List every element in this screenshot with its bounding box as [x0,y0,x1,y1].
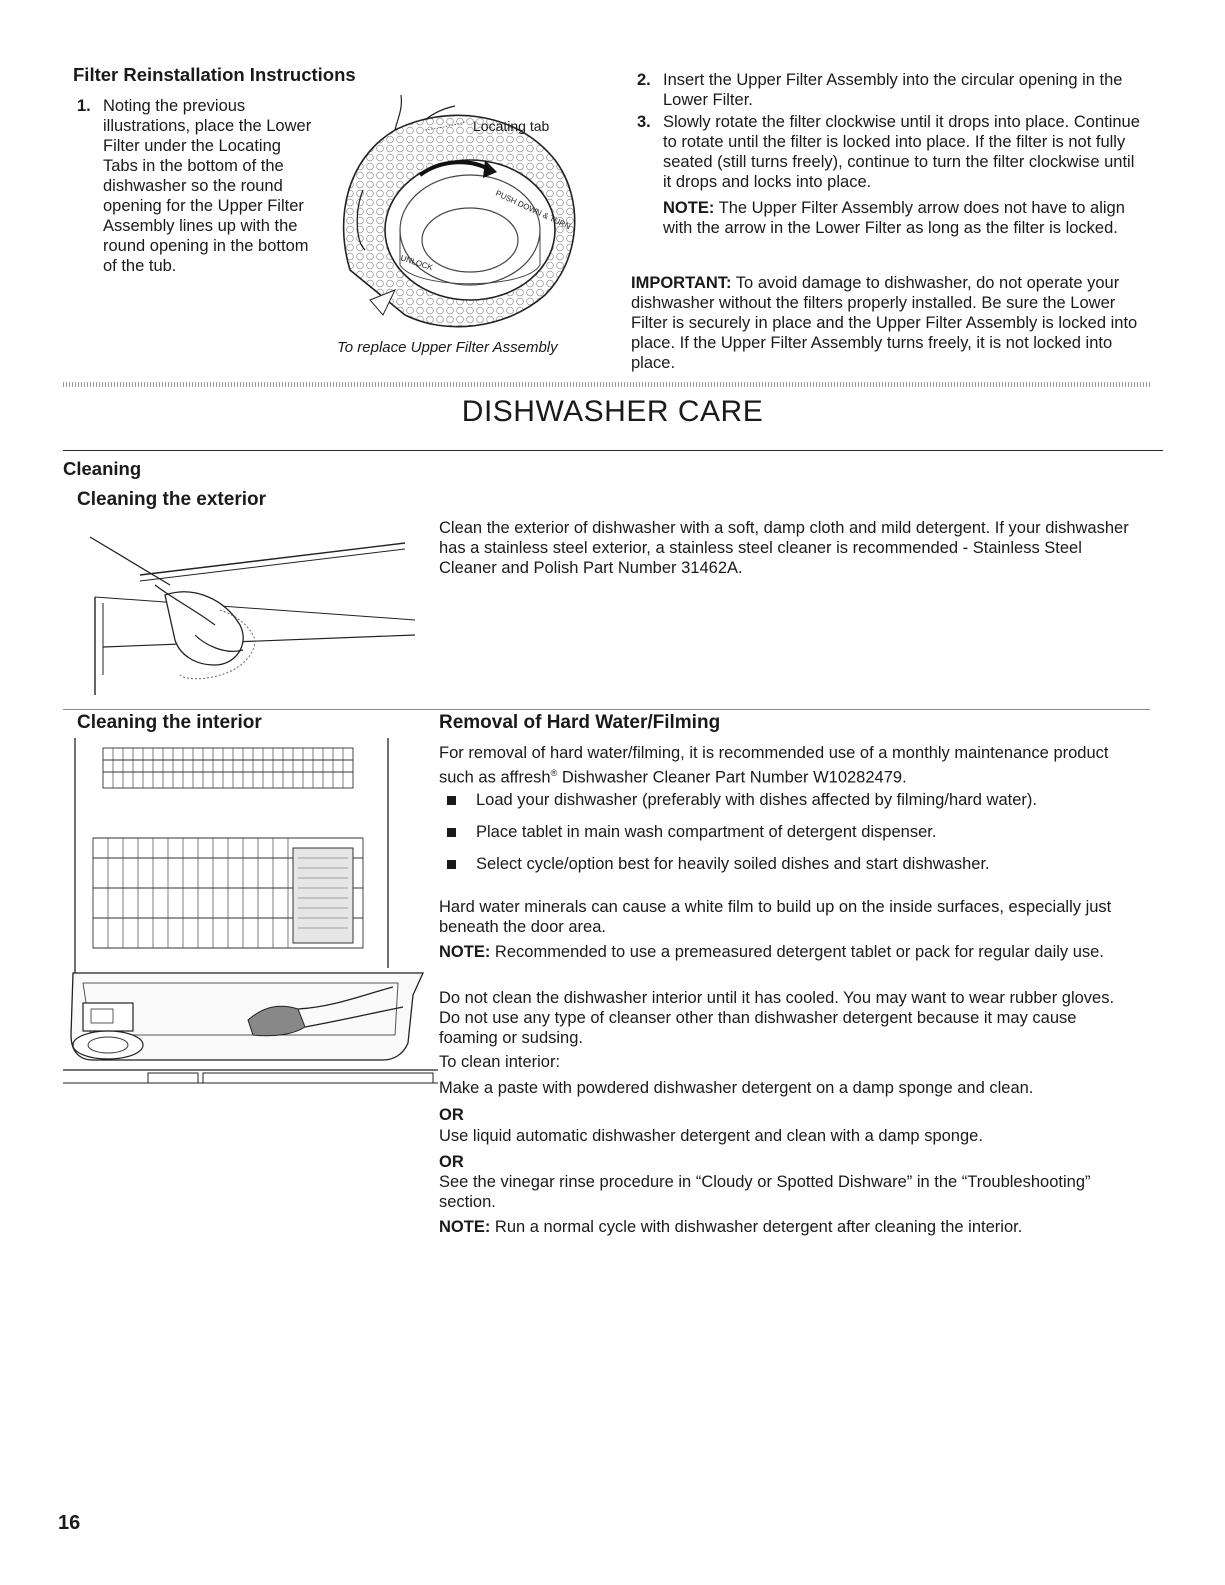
dishwasher-door-illustration [63,965,438,1085]
note2-paragraph [439,1217,1129,1237]
important-label: IMPORTANT: [631,274,732,292]
cooled-text: Do not clean the dishwasher interior until it has cooled. You may want to wear rubber gloves. Do not use any type of cleanser other than dishwasher detergent because it may cause foaming or sudsing. [439,989,1115,1047]
note-paragraph [663,198,1147,238]
step-3-text: Slowly rotate the filter clockwise until it drops into place. Continue to rotate until the filter is locked into place. If the filter is not fully seated (still turns freely), continue to turn the filter clockwise until it drops and locks into place. [663,113,1140,191]
interior-heading: Cleaning the interior [77,712,262,733]
figure-caption: To replace Upper Filter Assembly [337,339,558,356]
list-item [439,790,1139,810]
vinegar-text: See the vinegar rinse procedure in “Cloudy or Spotted Dishware” in the “Troubleshooting” section. [439,1173,1091,1211]
filter-heading: Filter Reinstallation Instructions [73,64,356,85]
hardwater-heading: Removal of Hard Water/Filming [439,712,721,733]
paste-text: Make a paste with powdered dishwasher detergent on a damp sponge and clean. [439,1079,1034,1097]
list-item [637,70,1147,110]
step-number: 1. [77,97,91,115]
list-item [77,96,317,276]
step-number: 2. [637,71,651,89]
locating-tab-label: Locating tab [473,118,550,134]
bullet-icon [447,860,456,869]
section-divider [63,382,1150,387]
step-text: Insert the Upper Filter Assembly into the circular opening in the Lower Filter. [663,71,1123,109]
push-turn-label: PUSH DOWN & TURN [494,188,572,232]
minerals-text: Hard water minerals can cause a white film to build up on the inside surfaces, especially just beneath the door area. [439,898,1112,936]
step-number: 3. [637,113,651,131]
or-label: OR [439,1106,464,1124]
step-text [663,112,1147,238]
liquid-text: Use liquid automatic dishwasher detergent and clean with a damp sponge. [439,1127,983,1145]
note-label: NOTE: [439,943,491,961]
unlock-label: UNLOCK [399,253,434,273]
note-text: Run a normal cycle with dishwasher detergent after cleaning the interior. [490,1218,1023,1236]
important-text: To avoid damage to dishwasher, do not operate your dishwasher without the filters properly installed. Be sure the Lower Filter is securely in place and the Upper Filter Assembly is locked into place. If the Upper Filter Assembly turns freely, it is not locked into place. [631,274,1138,372]
bullet-icon [447,796,456,805]
title-rule [63,450,1163,451]
page-number: 16 [58,1512,81,1534]
hardwater-intro-text-2: Dishwasher Cleaner Part Number W10282479. [557,768,907,787]
note-label: NOTE: [439,1218,491,1236]
or-label: OR [439,1153,464,1171]
note-label: NOTE: [663,199,715,217]
exterior-cleaning-illustration [85,525,415,705]
bullet-text: Load your dishwasher (preferably with dishes affected by filming/hard water). [476,791,1037,809]
interior-cleaning-illustration [63,738,438,978]
cleaning-heading: Cleaning [63,458,142,479]
note-text: Recommended to use a premeasured detergent tablet or pack for regular daily use. [490,943,1104,961]
filter-steps-right [637,70,1147,238]
bullet-text: Select cycle/option best for heavily soiled dishes and start dishwasher. [476,855,990,873]
exterior-text: Clean the exterior of dishwasher with a soft, damp cloth and mild detergent. If your dishwasher has a stainless steel exterior, a stainless steel cleaner is recommended - Stainless Steel Cleaner and Polish Part Number 31462A. [439,519,1129,577]
hardwater-bullets [439,790,1139,886]
bullet-icon [447,828,456,837]
bullet-text: Place tablet in main wash compartment of detergent dispenser. [476,823,937,841]
filter-steps-left [77,96,317,276]
page-title: DISHWASHER CARE [461,395,764,428]
hardwater-intro-text: For removal of hard water/filming, it is recommended use of a monthly maintenance product such as affresh [439,744,1109,787]
step-text: Noting the previous illustrations, place the Lower Filter under the Locating Tabs in the bottom of the dishwasher so the round opening for the Upper Filter Assembly lines up with the round opening in the bottom of the tub. [103,97,312,275]
list-item [439,822,1139,842]
note1-paragraph [439,942,1129,962]
hardwater-intro [439,743,1129,788]
registered-mark: ® [550,768,558,778]
important-paragraph [631,273,1151,373]
to-clean-text: To clean interior: [439,1053,561,1071]
divider [63,709,1150,710]
note-text: The Upper Filter Assembly arrow does not have to align with the arrow in the Lower Filter as long as the filter is locked. [663,199,1125,237]
list-item [637,112,1147,238]
list-item [439,854,1139,874]
exterior-heading: Cleaning the exterior [77,489,266,510]
